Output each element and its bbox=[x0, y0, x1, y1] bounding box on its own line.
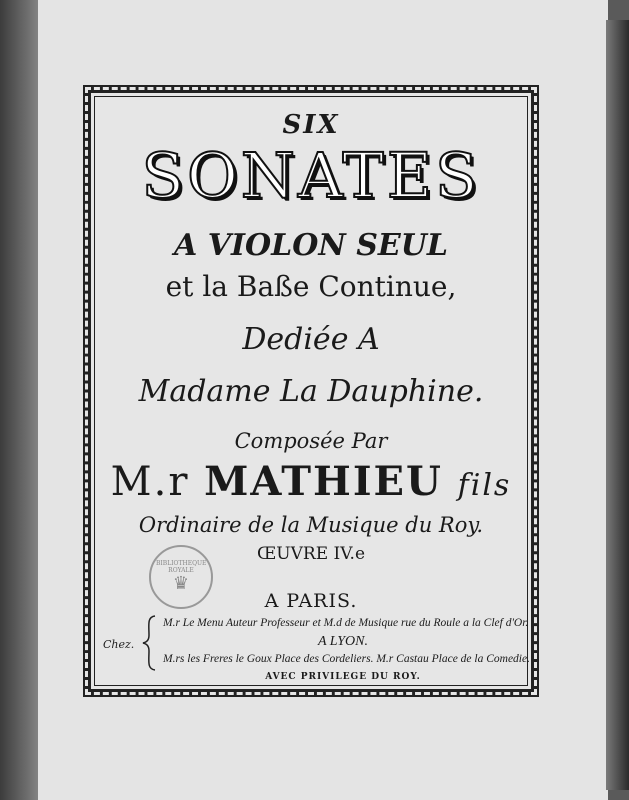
publisher-paris: M.r Le Menu Auteur Professeur et M.d de Musique rue du Roule a la Clef d'Or. bbox=[163, 617, 529, 629]
title-frame bbox=[83, 85, 539, 697]
composer-title: Ordinaire de la Musique du Roy. bbox=[138, 513, 484, 537]
composer bbox=[91, 459, 531, 505]
privilege: AVEC PRIVILEGE DU ROY. bbox=[265, 672, 421, 682]
chez-label: Chez. bbox=[103, 638, 135, 651]
city-paris: A PARIS. bbox=[264, 590, 358, 612]
publisher-lyon: M.rs les Freres le Goux Place des Cordeliers. M.r Castau Place de la Comedie. bbox=[163, 653, 530, 665]
stamp-text: BIBLIOTHEQUE ROYALE bbox=[156, 560, 207, 574]
brace-icon bbox=[141, 615, 157, 671]
title-six: SIX bbox=[282, 110, 340, 140]
composer-fils: fils bbox=[457, 468, 512, 503]
dedicatee: Madame La Dauphine. bbox=[138, 374, 484, 409]
page-edge bbox=[606, 20, 629, 790]
title-sonates: SONATES bbox=[141, 139, 481, 212]
city-lyon: A LYON. bbox=[317, 634, 369, 649]
opus-number: ŒUVRE IV.e bbox=[256, 544, 366, 564]
composed-by: Composéе Par bbox=[234, 429, 388, 453]
composer-prefix: M.r bbox=[110, 459, 190, 505]
composer-name: MATHIEU bbox=[204, 458, 443, 505]
subtitle-violon: A VIOLON SEUL bbox=[173, 228, 449, 263]
dedication: Dediéе A bbox=[242, 322, 380, 357]
subtitle-basse: et la Baße Continue, bbox=[165, 270, 457, 303]
crown-icon: ♛ bbox=[172, 572, 190, 594]
book-binding bbox=[0, 0, 42, 800]
